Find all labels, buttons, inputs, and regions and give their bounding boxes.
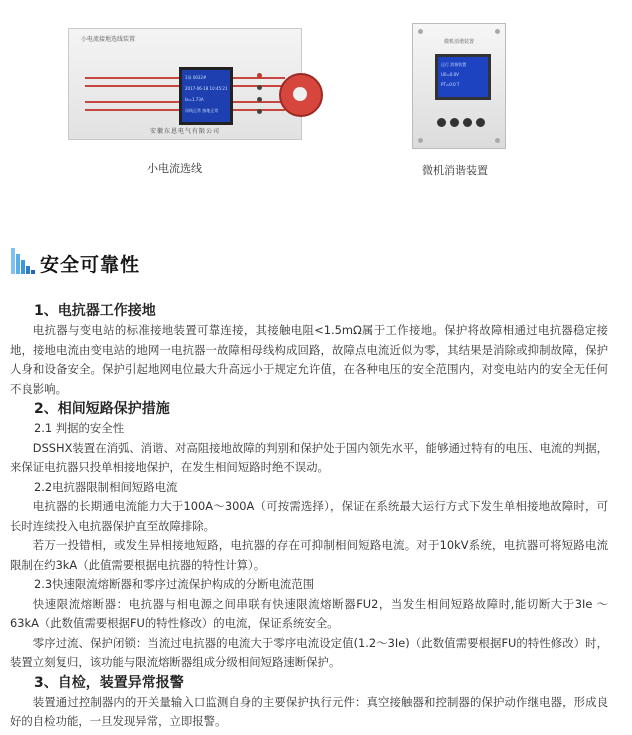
- paragraph: 若万一投错相，或发生异相接地短路，电抗器的存在可抑制相间短路电流。对于10kV系统，电抗器可将短路电流限制在约3kA（此值需要根据电抗器的特性计算）。: [10, 538, 608, 572]
- device1-screen-line: 1母 0032#: [185, 75, 207, 80]
- device1-screen-line: 2017-06-18 10:45:21: [185, 86, 228, 91]
- section-bars-icon: [11, 248, 37, 274]
- device-button-icon: [450, 118, 459, 127]
- heading-2: 2、相间短路保护措施: [34, 401, 170, 417]
- device-button-icon: [476, 118, 485, 127]
- device1-lcd: [179, 67, 233, 125]
- paragraph: 电抗器的长期通电流能力大于100A～300A（可按需选择），保证在系统最大运行方式下发生单相接地故障时，可长时连续投入电抗器保护直至故障排除。: [10, 499, 608, 533]
- subheading: 2.3快速限流熔断器和零序过流保护构成的分断电流范围: [34, 577, 315, 591]
- led-icon: [257, 85, 262, 90]
- paragraph: 零序过流、保护闭锁：当流过电抗器的电流大于零序电流设定值(1.2～3Ie)（此数值需要根据FU的特性修改）时，装置立刻复归，该功能与限流熔断器组成分级相间短路速断保护。: [10, 635, 608, 669]
- device2-caption: 微机消谐装置: [422, 164, 488, 177]
- device2-screen-line: 运行 消谐装置: [441, 62, 467, 67]
- product-images: [0, 0, 632, 190]
- device1-manufacturer: 安徽东恩电气有限公司: [149, 128, 220, 135]
- device2-screen-line: U0=0.0V: [441, 72, 459, 77]
- device-button-icon: [463, 118, 472, 127]
- device2-screen-line: PT=0:0 T: [441, 82, 460, 87]
- heading-1: 1、电抗器工作接地: [34, 303, 156, 319]
- device1-screen-line: 母线正常 接地正常: [185, 108, 219, 113]
- device2-panel-title: 微机消谐装置: [443, 39, 474, 45]
- device2-lcd: [435, 54, 491, 100]
- device-button-icon: [437, 118, 446, 127]
- device1-panel-title: 小电流接地选线装置: [81, 36, 136, 43]
- paragraph: 电抗器与变电站的标准接地装置可靠连接，其接触电阻<1.5mΩ属于工作接地。保护将故障相通过电抗器稳定接地，接地电流由变电站的地网一电抗器一故障相母线构成回路，故障点电流近似为零，其结果是消除或抑制故障，保护人身和设备安全。保护引起地网电位最大升高远小于规定允许值，在各种电压的安全范围内，对变电站内的安全无任何不良影响。: [10, 323, 608, 396]
- section-title: 安全可靠性: [40, 254, 141, 276]
- keypad-icon: [279, 73, 323, 117]
- led-icon: [257, 109, 262, 114]
- line-selection-device-image: [68, 28, 302, 140]
- paragraph: 快速限流熔断器：电抗器与相电源之间串联有快速限流熔断器FU2，当发生相间短路故障时,能切断大于3Ie ～63kA（此数值需要根据FU的特性修改）的电流，保证系统安全。: [10, 596, 608, 630]
- subheading: 2.2电抗器限制相间短路电流: [34, 479, 178, 494]
- paragraph: 装置通过控制器内的开关量输入口监测自身的主要保护执行元件：真空接触器和控制器的保护动作继电器，形成良好的自检功能，一旦发现异常，立即报警。: [10, 694, 608, 728]
- harmonic-elimination-device-image: [412, 23, 506, 149]
- article-body: [10, 301, 608, 732]
- led-icon: [257, 73, 262, 78]
- device1-caption: 小电流选线: [147, 162, 202, 175]
- device1-screen-line: Ia=1.73A: [185, 97, 204, 102]
- subheading: 2.1 判据的安全性: [34, 421, 125, 435]
- led-icon: [257, 97, 262, 102]
- heading-3: 3、自检，装置异常报警: [34, 674, 184, 691]
- paragraph: DSSHX装置在消弧、消谐、对高阻接地故障的判别和保护处于国内领先水平，能够通过特有的电压、电流的判据，来保证电抗器只投单相接地保护，在发生相间短路时绝不误动。: [10, 440, 608, 474]
